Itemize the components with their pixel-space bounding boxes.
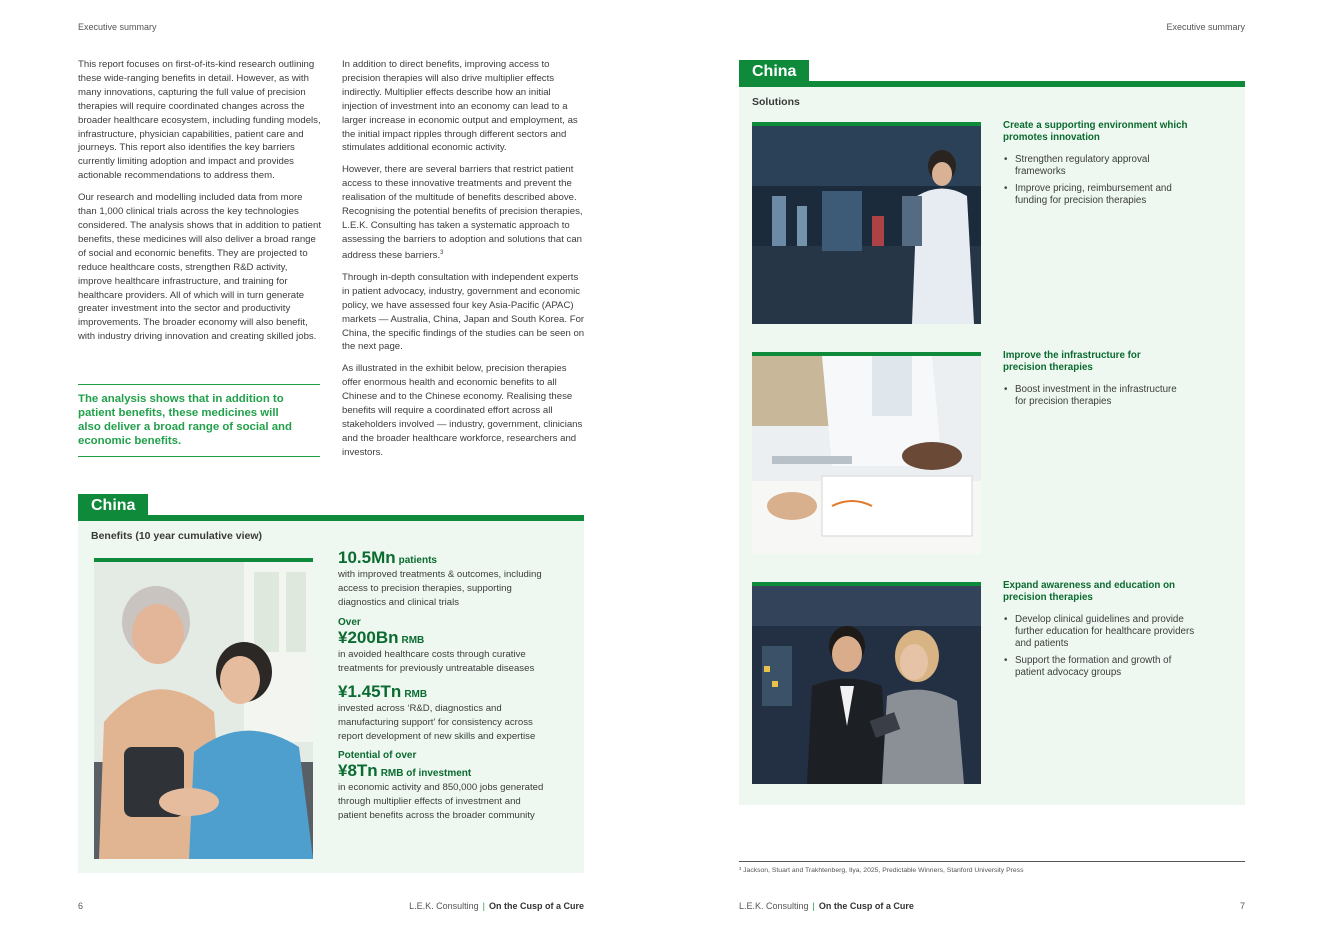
running-head-left: Executive summary [78, 22, 157, 32]
stat-value: ¥200Bn [338, 628, 399, 648]
page-number-right: 7 [1239, 901, 1245, 911]
bullet-item [1003, 183, 1228, 207]
stat-prefix: Potential of over [338, 750, 417, 762]
solution-item [1003, 350, 1228, 413]
stat-desc-line: invested across ‘R&D, diagnostics and [338, 702, 502, 714]
solution-title [1003, 350, 1228, 374]
pull-quote-line: economic benefits. [78, 435, 182, 447]
solutions-subtitle: Solutions [752, 96, 800, 108]
china-tab: China [739, 60, 809, 84]
footer-firm: L.E.K. Consulting [739, 901, 809, 911]
solution-bullets [1003, 154, 1228, 207]
paragraph: In addition to direct benefits, improving access to precision therapies will also drive multiplier effects indirectly. Multiplier effects describe how an initial injection of investment into an economy can lead to a larger increase in economic output and employment, as the initial impact ripples through different sectors and stimulates additional economic activity. [342, 59, 578, 154]
patient-nurse-photo [94, 558, 313, 859]
pull-quote-line: also deliver a broad range of social and [78, 421, 292, 433]
solution-title-line: Create a supporting environment which [1003, 120, 1188, 131]
stat-value: ¥1.45Tn [338, 681, 402, 701]
left-column-2 [342, 58, 586, 468]
running-head-right: Executive summary [1166, 22, 1245, 32]
bullet-line: funding for precision therapies [1015, 195, 1147, 206]
stat-prefix: Over [338, 617, 361, 629]
bullet-line: further education for healthcare providers [1015, 626, 1195, 637]
left-column-1 [78, 58, 322, 352]
solution-title-line: Improve the infrastructure for [1003, 350, 1141, 361]
benefit-stats [338, 549, 578, 823]
footer-right [739, 901, 914, 911]
paragraph: As illustrated in the exhibit below, precision therapies offer enormous health and economic benefits to all Chinese and to the Chinese economy. Realising these benefits will require a coordinated effort across all stakeholders involved — industry, government, clinicians and the broader healthcare workforce, researchers and investors. [342, 363, 583, 458]
bullet-item [1003, 655, 1228, 679]
stat-value: ¥8Tn [338, 761, 378, 781]
pull-quote-line: The analysis shows that in addition to [78, 393, 284, 405]
china-tab: China [78, 494, 148, 518]
stat-unit: patients [398, 555, 437, 566]
benefits-subtitle: Benefits (10 year cumulative view) [91, 530, 262, 542]
footnote: ³ Jackson, Stuart and Trakhtenberg, Ilya, 2025, Predictable Winners, Stanford University Press [739, 867, 1024, 874]
bullet-line: patient advocacy groups [1015, 667, 1122, 678]
stat-desc-line: report development of new skills and expertise [338, 730, 536, 742]
bullet-item [1003, 154, 1228, 178]
solution-title [1003, 120, 1228, 144]
stat-desc-line: in economic activity and 850,000 jobs generated [338, 782, 544, 794]
footer-report-title: On the Cusp of a Cure [818, 901, 914, 911]
bullet-line: frameworks [1015, 166, 1066, 177]
bullet-line: • Strengthen regulatory approval [1015, 154, 1150, 165]
stat-unit: RMB of investment [380, 768, 472, 780]
stat-desc-line: diagnostics and clinical trials [338, 596, 460, 608]
stat-desc-line: in avoided healthcare costs through curative [338, 649, 526, 661]
footer-report-title: On the Cusp of a Cure [488, 901, 584, 911]
footer-firm: L.E.K. Consulting [409, 901, 479, 911]
bullet-line: • Support the formation and growth of [1015, 655, 1172, 666]
laboratory-photo [752, 122, 981, 324]
paragraph: This report focuses on first-of-its-kind research outlining these wide-ranging benefits in detail. However, as with many innovations, capturing the full value of precision therapies will require coordinated changes across the broader healthcare ecosystem, including funding models, infrastructure, physician capabilities, patient care and journeys. This report also identifies the key barriers currently limiting adoption and impact and provides actionable recommendations to address them. [78, 59, 321, 182]
footer-separator: | [812, 901, 815, 911]
solution-bullets [1003, 614, 1228, 679]
bullet-line: • Develop clinical guidelines and provide [1015, 614, 1184, 625]
clinicians-reviewing-documents-photo [752, 352, 981, 554]
business-meeting-photo [752, 582, 981, 784]
stat-unit: RMB [404, 688, 428, 700]
paragraph: Through in-depth consultation with independent experts in patient advocacy, industry, government and economic policy, we have assessed four key Asia-Pacific (APAC) markets — Australia, China, Japan and South Korea. For China, the specific findings of the studies can be seen on the next page. [342, 271, 585, 353]
paragraph-text: However, there are several barriers that restrict patient access to these innovative treatments and prevent the realisation of the multitude of benefits described above. Recognising the potential benefits of precision therapies, L.E.K. Consulting has taken a systematic approach to assessing the barriers to adoption and solutions that can address these barriers. [342, 164, 583, 261]
solution-title-line: Expand awareness and education on [1003, 580, 1176, 591]
bullet-line: for precision therapies [1015, 396, 1112, 407]
stat-item [338, 683, 578, 743]
footnote-rule [739, 861, 1245, 862]
solution-title [1003, 580, 1228, 604]
footnote-ref: 3 [440, 249, 444, 256]
bullet-item [1003, 614, 1228, 650]
stat-value: 10.5Mn [338, 548, 396, 567]
pull-quote [78, 384, 320, 457]
solution-title-line: precision therapies [1003, 592, 1093, 603]
footer-separator: | [482, 901, 485, 911]
stat-desc-line: with improved treatments & outcomes, including [338, 569, 542, 580]
stat-item [338, 549, 578, 609]
solution-title-line: precision therapies [1003, 362, 1093, 373]
bullet-item [1003, 384, 1228, 408]
footer-left [409, 901, 584, 911]
stat-desc-line: treatments for previously untreatable diseases [338, 663, 535, 675]
bullet-line: • Improve pricing, reimbursement and [1015, 183, 1172, 194]
paragraph [342, 163, 586, 263]
stat-unit: RMB [401, 635, 425, 647]
pull-quote-line: patient benefits, these medicines will [78, 407, 279, 419]
solution-bullets [1003, 384, 1228, 408]
stat-item [338, 617, 578, 676]
stat-desc-line: access to precision therapies, supporting [338, 582, 512, 594]
stat-item [338, 750, 578, 822]
stat-desc-line: patient benefits across the broader community [338, 809, 535, 821]
paragraph: Our research and modelling included data from more than 1,000 clinical trials across the key technologies considered. The analysis shows that in addition to patient benefits, these medicines will also deliver a broad range of social and economic benefits. They are projected to reduce healthcare costs, strengthen R&D activity, improve healthcare infrastructure, and training for healthcare providers. All of which will in turn generate greater investment into the sector and productivity improvements. The broader economy will also benefit, with industry driving innovation and creating skilled jobs. [78, 192, 322, 343]
page-number-left: 6 [78, 901, 84, 911]
solution-item [1003, 120, 1228, 212]
stat-desc-line: through multiplier effects of investment and [338, 796, 521, 808]
solution-item [1003, 580, 1228, 684]
bullet-line: and patients [1015, 638, 1069, 649]
stat-desc-line: manufacturing support’ for consistency across [338, 716, 533, 728]
solution-title-line: promotes innovation [1003, 132, 1100, 143]
bullet-line: • Boost investment in the infrastructure [1015, 384, 1177, 395]
